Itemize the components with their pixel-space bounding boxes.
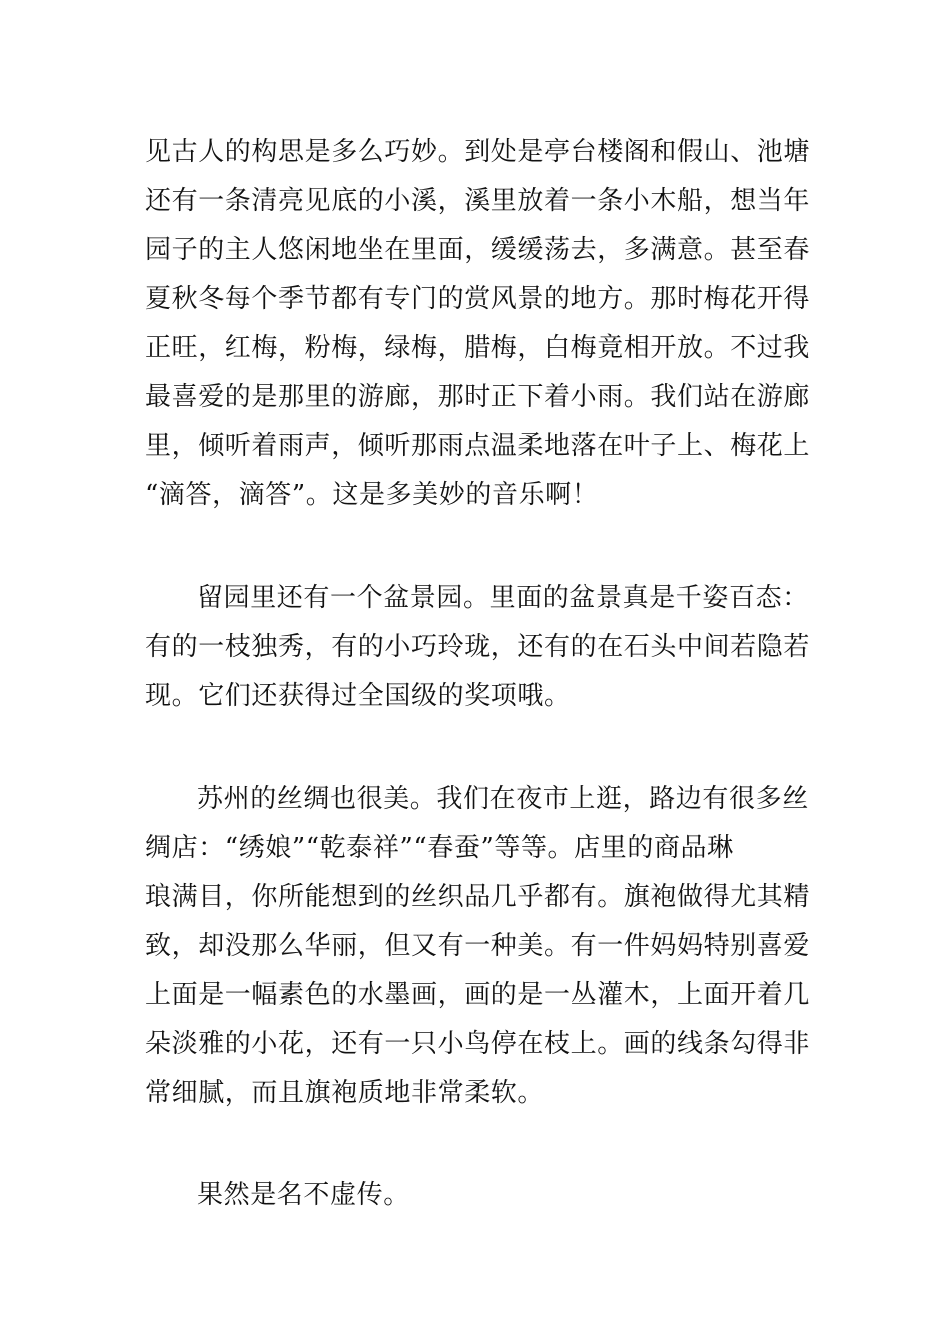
paragraph-3-line-6: 朵淡雅的小花，还有一只小鸟停在枝上。画的线条勾得非 — [145, 1029, 811, 1059]
paragraph-3-line-4: 致，却没那么华丽，但又有一种美。有一件妈妈特别喜爱 — [145, 931, 811, 961]
paragraph-1-line-2: 还有一条清亮见底的小溪，溪里放着一条小木船，想当年 — [145, 186, 811, 216]
paragraph-2-line-2: 有的一枝独秀，有的小巧玲珑，还有的在石头中间若隐若 — [145, 632, 811, 662]
paragraph-3-line-5: 上面是一幅素色的水墨画，画的是一丛灌木，上面开着几 — [145, 980, 811, 1010]
paragraph-2-line-1: 留园里还有一个盆景园。里面的盆景真是千姿百态： — [197, 583, 809, 613]
paragraph-1-line-8: “滴答，滴答”。这是多美妙的音乐啊！ — [145, 480, 599, 510]
paragraph-1-line-4: 夏秋冬每个季节都有专门的赏风景的地方。那时梅花开得 — [145, 284, 811, 314]
paragraph-1-line-3: 园子的主人悠闲地坐在里面，缓缓荡去，多满意。甚至春 — [145, 235, 811, 265]
paragraph-3-line-7: 常细腻，而且旗袍质地非常柔软。 — [145, 1078, 545, 1108]
paragraph-3-line-3: 琅满目，你所能想到的丝织品几乎都有。旗袍做得尤其精 — [145, 882, 811, 912]
paragraph-1-line-7: 里，倾听着雨声，倾听那雨点温柔地落在叶子上、梅花上 — [145, 431, 811, 461]
paragraph-1-line-1: 见古人的构思是多么巧妙。到处是亭台楼阁和假山、池塘 — [145, 137, 811, 167]
paragraph-3-line-1: 苏州的丝绸也很美。我们在夜市上逛，路边有很多丝 — [197, 784, 809, 814]
paragraph-2-line-3: 现。它们还获得过全国级的奖项哦。 — [145, 681, 571, 711]
paragraph-1-line-6: 最喜爱的是那里的游廊，那时正下着小雨。我们站在游廊 — [145, 382, 811, 412]
paragraph-4-line-1: 果然是名不虚传。 — [197, 1180, 410, 1210]
paragraph-1-line-5: 正旺，红梅，粉梅，绿梅，腊梅，白梅竟相开放。不过我 — [145, 333, 811, 363]
paragraph-3-line-2: 绸店：“绣娘”“乾泰祥”“春蚕”等等。店里的商品琳 — [145, 833, 734, 863]
